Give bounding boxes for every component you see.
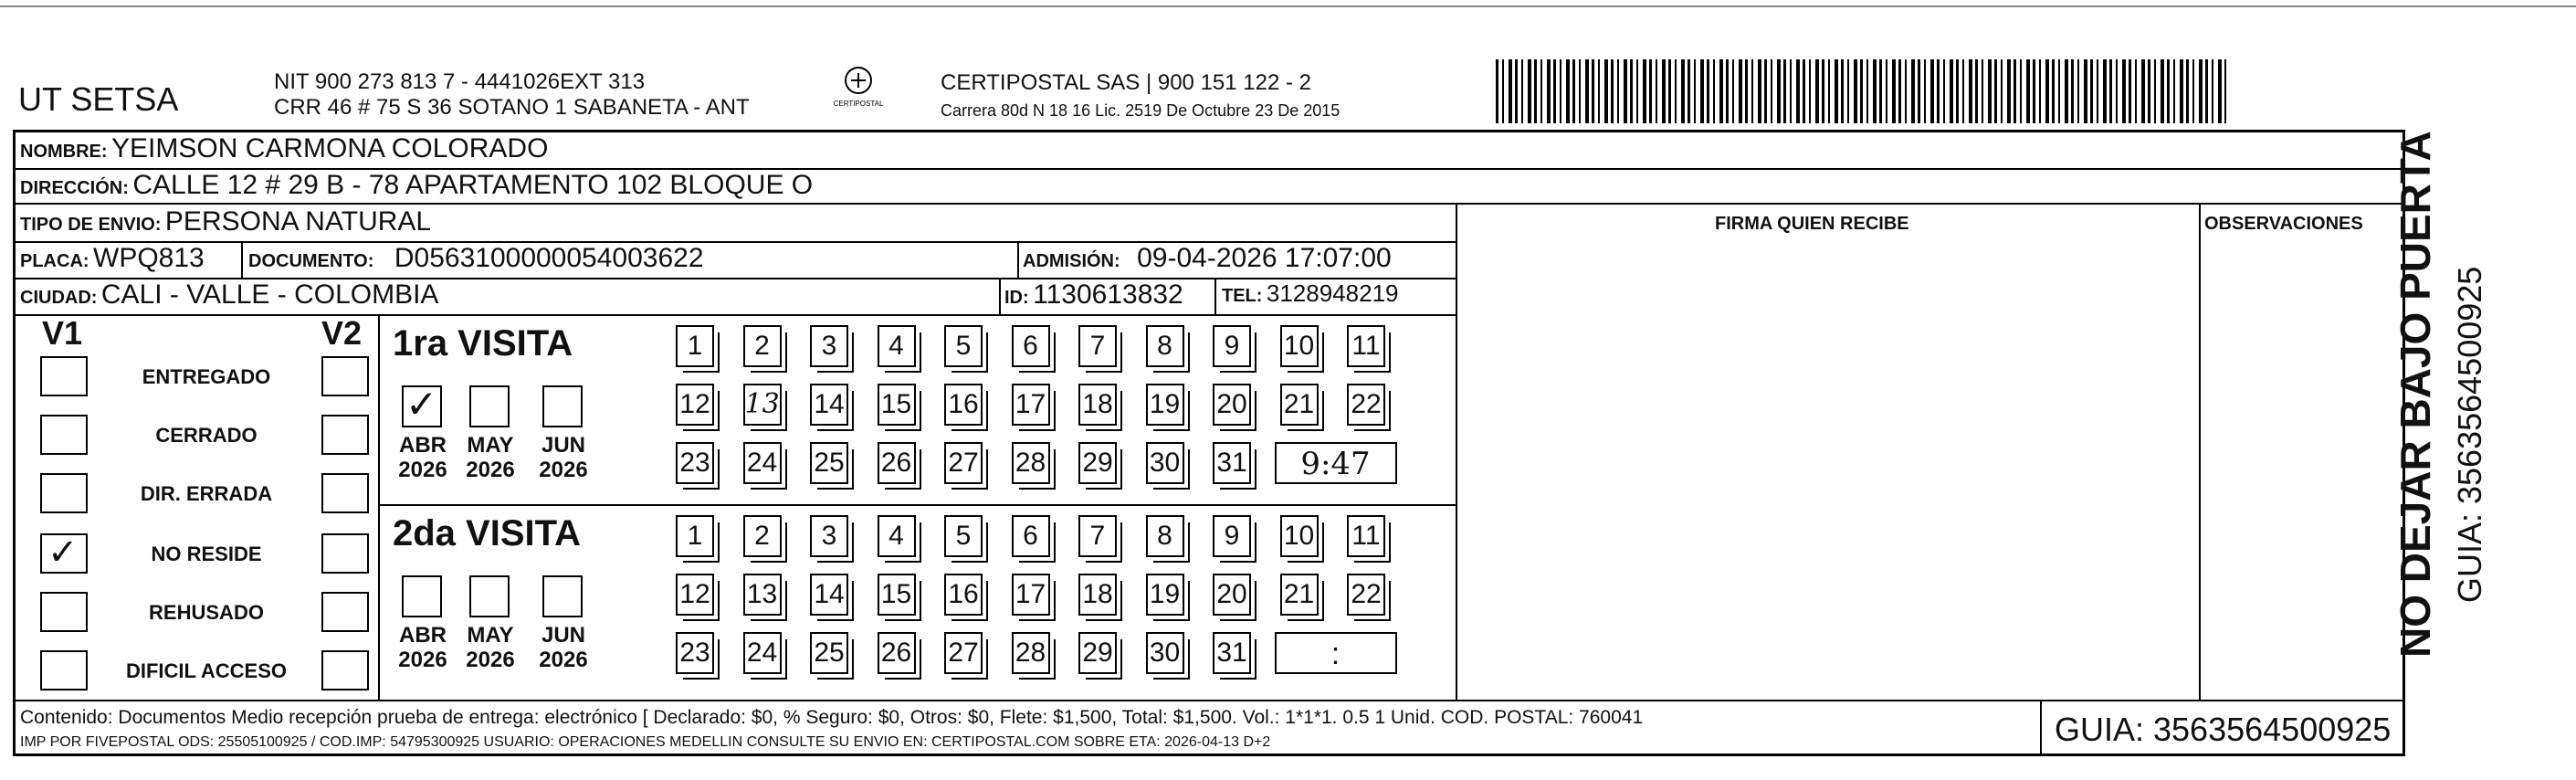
tipo-envio-field (20, 206, 431, 237)
placa-label: PLACA: (20, 251, 89, 271)
status-option-label: DIFICIL ACCESO (125, 659, 287, 682)
v2-checkbox[interactable] (321, 533, 369, 574)
status-option-label: DIR. ERRADA (140, 482, 273, 505)
handwritten-check-icon: ✓ (405, 382, 438, 427)
first-visit-day-10[interactable]: 10 (1280, 325, 1319, 367)
month-year: 2026 (398, 458, 447, 482)
svg-text:CERTIPOSTAL: CERTIPOSTAL (833, 100, 884, 108)
v1-checkbox[interactable] (40, 473, 88, 513)
month-year: 2026 (398, 648, 447, 672)
first-visit-day-15[interactable]: 15 (878, 384, 916, 426)
company-nit-block (274, 69, 750, 121)
documento-label: DOCUMENTO: (248, 251, 374, 271)
barcode (1496, 59, 2226, 123)
footer-impresion: IMP POR FIVEPOSTAL ODS: 25505100925 / COD.IMP: 54795300925 USUARIO: OPERACIONES MEDELLIN CONSULTE SU ENVIO EN: CERTIPOSTAL.COM SOBRE ETA: 2026-04-13 D+2 (20, 734, 1271, 750)
v1-checkbox[interactable] (40, 356, 88, 396)
status-option-label: CERRADO (155, 424, 258, 447)
second-visit-day-28[interactable]: 28 (1012, 632, 1050, 674)
second-visit-day-19[interactable]: 19 (1146, 574, 1184, 616)
second-visit-month-label (531, 623, 595, 672)
direccion-value: CALLE 12 # 29 B - 78 APARTAMENTO 102 BLOQUE O (132, 170, 814, 200)
row-divider (13, 203, 2405, 205)
second-visit-day-31[interactable]: 31 (1213, 632, 1251, 674)
id-field (1004, 279, 1183, 311)
first-visit-month-label (391, 433, 455, 482)
footer-contenido: Contenido: Documentos Medio recepción prueba de entrega: electrónico [ Declarado: $0, % Seguro: $0, Otros: $0, Flete: $1,500, Total: $1,500. Vol.: 1*1*1. 0.5 1 Unid. COD. POSTAL: 760041 (20, 707, 1644, 728)
second-visit-day-18[interactable]: 18 (1078, 574, 1117, 616)
first-visit-day-30[interactable]: 30 (1146, 442, 1184, 484)
first-visit-day-5[interactable]: 5 (944, 325, 983, 367)
first-visit-time[interactable]: 9:47 (1275, 442, 1397, 484)
month-name: MAY (467, 433, 514, 458)
id-label: ID: (1004, 288, 1029, 308)
second-visit-month-checkbox[interactable] (542, 575, 583, 617)
second-visit-day-30[interactable]: 30 (1146, 632, 1184, 674)
placa-value: WPQ813 (93, 243, 205, 273)
observaciones-label: OBSERVACIONES (2204, 214, 2363, 234)
second-visit-month-checkbox[interactable] (469, 575, 510, 617)
first-visit-month-checkbox[interactable] (402, 382, 442, 427)
month-name: JUN (541, 623, 585, 648)
no-dejar-bajo-puerta: NO DEJAR BAJO PUERTA (2392, 131, 2439, 658)
direccion-field (20, 170, 813, 201)
first-visit-day-3[interactable]: 3 (810, 325, 848, 367)
row-divider (13, 314, 1456, 316)
status-option-label: REHUSADO (149, 601, 264, 624)
second-visit-month-checkbox[interactable] (402, 575, 442, 617)
month-year: 2026 (539, 458, 588, 482)
first-visit-day-21[interactable]: 21 (1280, 384, 1319, 426)
month-name: ABR (399, 623, 447, 648)
first-visit-day-18[interactable]: 18 (1078, 384, 1117, 426)
second-visit-day-1[interactable]: 1 (676, 515, 714, 557)
first-visit-day-8[interactable]: 8 (1146, 325, 1184, 367)
second-visit-day-16[interactable]: 16 (944, 574, 983, 616)
v1-checkbox[interactable] (40, 415, 88, 455)
first-visit-day-25[interactable]: 25 (810, 442, 848, 484)
visit-divider (378, 504, 1456, 506)
status-option-label: ENTREGADO (142, 365, 271, 388)
v1-checkbox[interactable] (40, 592, 88, 632)
first-visit-day-28[interactable]: 28 (1012, 442, 1050, 484)
second-visit-day-2[interactable]: 2 (743, 515, 782, 557)
month-name: ABR (399, 433, 447, 458)
second-visit-month-label (391, 623, 455, 672)
handwritten-check-icon: ✓ (47, 532, 79, 574)
v1-label: V1 (42, 314, 83, 352)
v1-checkbox[interactable] (40, 650, 88, 690)
second-visit-day-14[interactable]: 14 (810, 574, 848, 616)
first-visit-month-label (531, 433, 595, 482)
side-guia: GUIA: 3563564500925 (2451, 266, 2488, 603)
col-divider (241, 241, 243, 278)
footer-guia: GUIA: 3563564500925 (2055, 711, 2392, 748)
second-visit-day-29[interactable]: 29 (1078, 632, 1117, 674)
company-name: UT SETSA (18, 80, 179, 118)
col-divider (378, 314, 380, 700)
tipo-envio-value: PERSONA NATURAL (164, 206, 432, 237)
certipostal-logo-icon (831, 64, 886, 111)
second-visit-day-21[interactable]: 21 (1280, 574, 1319, 616)
second-visit-day-11[interactable]: 11 (1347, 515, 1385, 557)
tel-value: 3128948219 (1266, 279, 1399, 307)
firma-label: FIRMA QUIEN RECIBE (1715, 214, 1909, 234)
footer-divider (13, 700, 2405, 701)
second-visit-day-22[interactable]: 22 (1347, 574, 1385, 616)
v2-checkbox[interactable] (321, 415, 369, 455)
status-option-label: NO RESIDE (151, 543, 262, 565)
placa-field (20, 243, 205, 274)
ciudad-label: CIUDAD: (20, 288, 98, 308)
col-divider (999, 278, 1001, 314)
ciudad-value: CALI - VALLE - COLOMBIA (100, 279, 439, 310)
first-visit-month-label (458, 433, 522, 482)
v2-checkbox[interactable] (321, 650, 369, 690)
second-visit-time[interactable]: : (1275, 632, 1397, 674)
second-visit-day-10[interactable]: 10 (1280, 515, 1319, 557)
id-value: 1130613832 (1033, 279, 1183, 310)
admision-label: ADMISIÓN: (1023, 251, 1120, 271)
first-visit-day-13[interactable]: 13 (743, 384, 782, 426)
second-visit-title: 2da VISITA (393, 513, 581, 553)
second-visit-day-5[interactable]: 5 (944, 515, 983, 557)
second-visit-day-17[interactable]: 17 (1012, 574, 1050, 616)
first-visit-day-4[interactable]: 4 (878, 325, 916, 367)
nombre-field (20, 133, 548, 164)
first-visit-day-6[interactable]: 6 (1012, 325, 1050, 367)
first-visit-day-29[interactable]: 29 (1078, 442, 1117, 484)
col-divider (1214, 278, 1216, 314)
second-visit-day-7[interactable]: 7 (1078, 515, 1117, 557)
col-divider (1456, 203, 1457, 700)
first-visit-day-7[interactable]: 7 (1078, 325, 1117, 367)
second-visit-day-25[interactable]: 25 (810, 632, 848, 674)
documento-value: D0563100000054003622 (394, 243, 704, 273)
month-year: 2026 (466, 648, 515, 672)
second-visit-day-3[interactable]: 3 (810, 515, 848, 557)
first-visit-day-1[interactable]: 1 (676, 325, 714, 367)
first-visit-day-27[interactable]: 27 (944, 442, 983, 484)
col-divider (2199, 203, 2201, 700)
first-visit-title: 1ra VISITA (393, 323, 573, 364)
second-visit-day-12[interactable]: 12 (676, 574, 714, 616)
admision-value: 09-04-2026 17:07:00 (1137, 243, 1392, 273)
first-visit-day-17[interactable]: 17 (1012, 384, 1050, 426)
second-visit-day-20[interactable]: 20 (1213, 574, 1251, 616)
footer-col-divider (2040, 700, 2042, 756)
second-visit-day-8[interactable]: 8 (1146, 515, 1184, 557)
first-visit-day-12[interactable]: 12 (676, 384, 714, 426)
second-visit-day-13[interactable]: 13 (743, 574, 782, 616)
tipo-envio-label: TIPO DE ENVIO: (20, 215, 162, 235)
nombre-label: NOMBRE: (20, 142, 108, 162)
month-year: 2026 (539, 648, 588, 672)
first-visit-day-24[interactable]: 24 (743, 442, 782, 484)
month-name: MAY (467, 623, 514, 648)
nombre-value: YEIMSON CARMONA COLORADO (111, 133, 549, 163)
second-visit-day-24[interactable]: 24 (743, 632, 782, 674)
first-visit-day-16[interactable]: 16 (944, 384, 983, 426)
certipostal-name: CERTIPOSTAL SAS | 900 151 122 - 2 (941, 70, 1311, 95)
admision-field (1023, 243, 1392, 274)
ciudad-field (20, 279, 438, 311)
documento-field (248, 243, 704, 274)
second-visit-month-label (458, 623, 522, 672)
first-visit-day-31[interactable]: 31 (1213, 442, 1251, 484)
first-visit-day-19[interactable]: 19 (1146, 384, 1184, 426)
tel-field (1222, 279, 1399, 308)
first-visit-day-23[interactable]: 23 (676, 442, 714, 484)
v2-checkbox[interactable] (321, 592, 369, 632)
month-year: 2026 (466, 458, 515, 482)
first-visit-month-checkbox[interactable] (469, 385, 510, 427)
second-visit-day-26[interactable]: 26 (878, 632, 916, 674)
first-visit-month-checkbox[interactable] (542, 385, 583, 427)
address-line: CRR 46 # 75 S 36 SOTANO 1 SABANETA - ANT (274, 95, 750, 120)
first-visit-day-14[interactable]: 14 (810, 384, 848, 426)
v2-checkbox[interactable] (321, 473, 369, 513)
col-divider (1017, 241, 1019, 278)
second-visit-day-9[interactable]: 9 (1213, 515, 1251, 557)
top-rule (0, 5, 2576, 7)
tel-label: TEL: (1222, 286, 1263, 306)
second-visit-day-6[interactable]: 6 (1012, 515, 1050, 557)
v2-label: V2 (321, 314, 363, 352)
first-visit-day-22[interactable]: 22 (1347, 384, 1385, 426)
certipostal-address: Carrera 80d N 18 16 Lic. 2519 De Octubre 23 De 2015 (941, 101, 1341, 120)
month-name: JUN (541, 433, 585, 458)
first-visit-day-9[interactable]: 9 (1213, 325, 1251, 367)
second-visit-day-27[interactable]: 27 (944, 632, 983, 674)
second-visit-day-4[interactable]: 4 (878, 515, 916, 557)
first-visit-day-11[interactable]: 11 (1347, 325, 1385, 367)
second-visit-day-23[interactable]: 23 (676, 632, 714, 674)
v1-checkbox[interactable] (40, 533, 88, 574)
certipostal-block (941, 69, 1340, 124)
nit-line: NIT 900 273 813 7 - 4441026EXT 313 (274, 69, 646, 94)
v2-checkbox[interactable] (321, 356, 369, 396)
first-visit-day-20[interactable]: 20 (1213, 384, 1251, 426)
first-visit-day-26[interactable]: 26 (878, 442, 916, 484)
first-visit-day-2[interactable]: 2 (743, 325, 782, 367)
direccion-label: DIRECCIÓN: (20, 178, 129, 198)
second-visit-day-15[interactable]: 15 (878, 574, 916, 616)
